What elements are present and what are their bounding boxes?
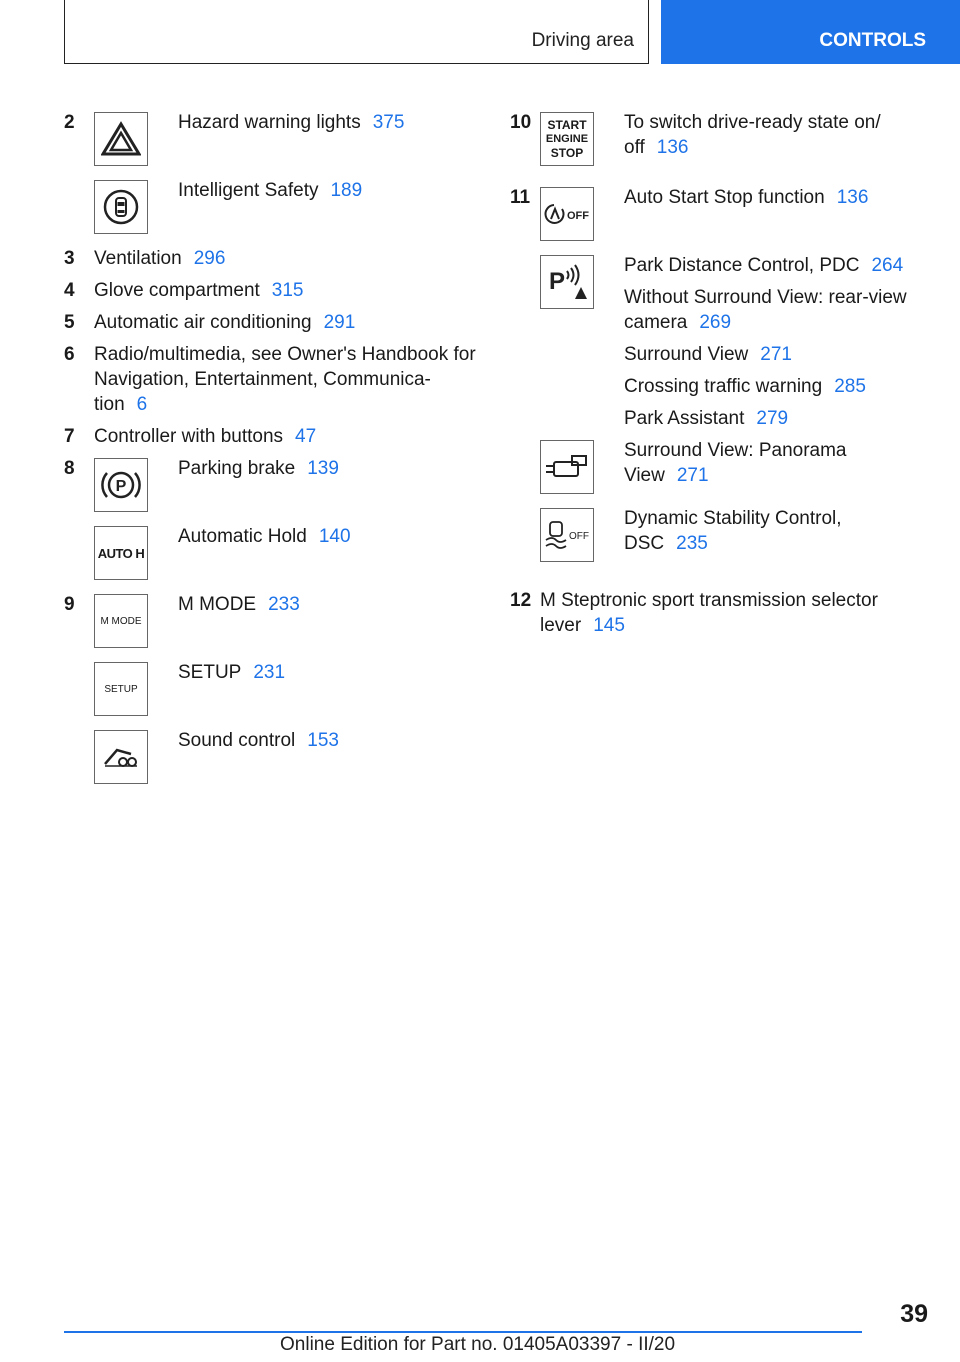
footer-divider <box>64 1331 862 1333</box>
page-link[interactable]: 233 <box>268 594 300 615</box>
pdc-group <box>510 253 930 438</box>
page-link[interactable]: 140 <box>318 526 351 547</box>
icon-row <box>510 438 930 506</box>
entry-11 <box>510 185 930 588</box>
entry-label-line: DSC <box>624 533 665 554</box>
icon-row <box>510 185 930 253</box>
dsc-off-icon <box>540 508 594 562</box>
page-link[interactable]: 136 <box>656 137 689 158</box>
icon-caption: OFF <box>569 531 589 542</box>
page-link[interactable]: 296 <box>193 248 226 269</box>
left-column <box>64 110 484 796</box>
entry-3 <box>64 246 484 278</box>
page-number: 39 <box>900 1300 928 1328</box>
m-mode-icon <box>94 594 148 648</box>
entry-label: SETUP <box>178 662 242 683</box>
svg-text:P: P <box>549 268 566 295</box>
intelligent-safety-icon <box>94 180 148 234</box>
header-section-box <box>64 0 649 64</box>
start-engine-stop-icon <box>540 112 594 166</box>
page-link[interactable]: 271 <box>676 465 709 486</box>
icon-caption: ENGINE <box>545 133 589 145</box>
page-link[interactable]: 47 <box>295 426 317 447</box>
page-link[interactable]: 235 <box>676 533 708 554</box>
page-link[interactable]: 291 <box>323 312 356 333</box>
setup-icon <box>94 662 148 716</box>
page-link[interactable]: 285 <box>834 376 866 397</box>
entry-label: Park Assistant <box>624 408 745 429</box>
entry-label-line: Navigation, Entertainment, Communica- <box>94 369 431 390</box>
entry-9 <box>64 592 484 796</box>
entry-label-line: Radio/multimedia, see Owner's Handbook for <box>94 344 476 365</box>
entry-number: 4 <box>64 280 75 301</box>
icon-caption: AUTO H <box>97 545 145 561</box>
page-link[interactable]: 189 <box>330 180 363 201</box>
entry-label-line: Surround View: Panorama <box>624 440 847 461</box>
page-link[interactable]: 145 <box>593 615 625 636</box>
entry-label: Park Distance Control, PDC <box>624 255 860 276</box>
entry-number: 10 <box>510 112 532 133</box>
entry-label-line: lever <box>540 615 582 636</box>
auto-start-stop-off-icon <box>540 187 594 241</box>
entry-label: Intelligent Safety <box>178 180 319 201</box>
entry-label-line: tion <box>94 394 125 415</box>
entry-label: Crossing traffic warning <box>624 376 823 397</box>
page-link[interactable]: 279 <box>756 408 789 429</box>
page-link[interactable]: 6 <box>136 394 148 415</box>
page-link[interactable]: 153 <box>307 730 339 751</box>
entry-label-line: off <box>624 137 645 158</box>
icon-row <box>510 506 930 588</box>
icon-caption: M MODE <box>100 615 142 627</box>
page-link[interactable]: 269 <box>699 312 732 333</box>
icon-row <box>64 456 484 524</box>
entry-label: Parking brake <box>178 458 296 479</box>
icon-row <box>64 178 484 246</box>
entry-number: 5 <box>64 312 75 333</box>
entry-label: Ventilation <box>94 248 182 269</box>
entry-7 <box>64 424 484 456</box>
entry-label: Without Surround View: rear-view <box>624 287 907 308</box>
icon-caption: SETUP <box>104 683 138 695</box>
entry-label-line: View <box>624 465 665 486</box>
page-link[interactable]: 315 <box>271 280 304 301</box>
entry-number: 12 <box>510 590 532 611</box>
chapter-title: CONTROLS <box>819 30 926 51</box>
icon-caption: START <box>547 118 587 132</box>
entry-label: camera <box>624 312 688 333</box>
icon-caption: STOP <box>550 146 584 160</box>
entry-label-line: M Steptronic sport transmission selector <box>540 590 878 611</box>
entry-12 <box>510 588 930 645</box>
entry-number: 6 <box>64 344 75 365</box>
entry-2 <box>64 110 484 246</box>
icon-row <box>64 524 484 592</box>
entry-label-line: Dynamic Stability Control, <box>624 508 842 529</box>
auto-hold-icon <box>94 526 148 580</box>
section-title: Driving area <box>531 30 634 51</box>
entry-number: 7 <box>64 426 75 447</box>
entry-10 <box>510 110 930 185</box>
header-chapter-box <box>661 0 960 64</box>
page-link[interactable]: 264 <box>871 255 904 276</box>
hazard-triangle-icon <box>94 112 148 166</box>
entry-number: 11 <box>510 187 531 208</box>
icon-row <box>64 592 484 660</box>
page-link[interactable]: 139 <box>307 458 339 479</box>
right-column <box>510 110 930 645</box>
entry-label: Automatic air conditioning <box>94 312 312 333</box>
icon-row <box>64 660 484 728</box>
entry-label: Controller with buttons <box>94 426 284 447</box>
page-link[interactable]: 231 <box>253 662 286 683</box>
page-link[interactable]: 136 <box>836 187 869 208</box>
entry-6 <box>64 342 484 424</box>
edition-note: Online Edition for Part no. 01405A03397 - II/20 <box>280 1334 676 1355</box>
entry-label: Glove compartment <box>94 280 260 301</box>
sound-control-icon <box>94 730 148 784</box>
entry-label: M MODE <box>178 594 257 615</box>
svg-text:P: P <box>115 478 127 495</box>
entry-label: Sound control <box>178 730 296 751</box>
page-link[interactable]: 375 <box>372 112 405 133</box>
entry-number: 9 <box>64 594 75 615</box>
icon-row <box>64 728 484 796</box>
entry-4 <box>64 278 484 310</box>
entry-number: 8 <box>64 458 75 479</box>
panorama-view-icon <box>540 440 594 494</box>
park-distance-control-icon <box>540 255 594 309</box>
entry-label: Automatic Hold <box>178 526 307 547</box>
entry-label-line: To switch drive-ready state on/ <box>624 112 881 133</box>
entry-5 <box>64 310 484 342</box>
entry-label: Auto Start Stop function <box>624 187 825 208</box>
entry-number: 3 <box>64 248 75 269</box>
entry-label: Surround View <box>624 344 749 365</box>
entry-8 <box>64 456 484 592</box>
entry-label: Hazard warning lights <box>178 112 361 133</box>
entry-number: 2 <box>64 112 75 133</box>
page-link[interactable]: 271 <box>760 344 792 365</box>
icon-row <box>64 110 484 178</box>
parking-brake-icon <box>94 458 148 512</box>
icon-caption: OFF <box>567 210 589 222</box>
